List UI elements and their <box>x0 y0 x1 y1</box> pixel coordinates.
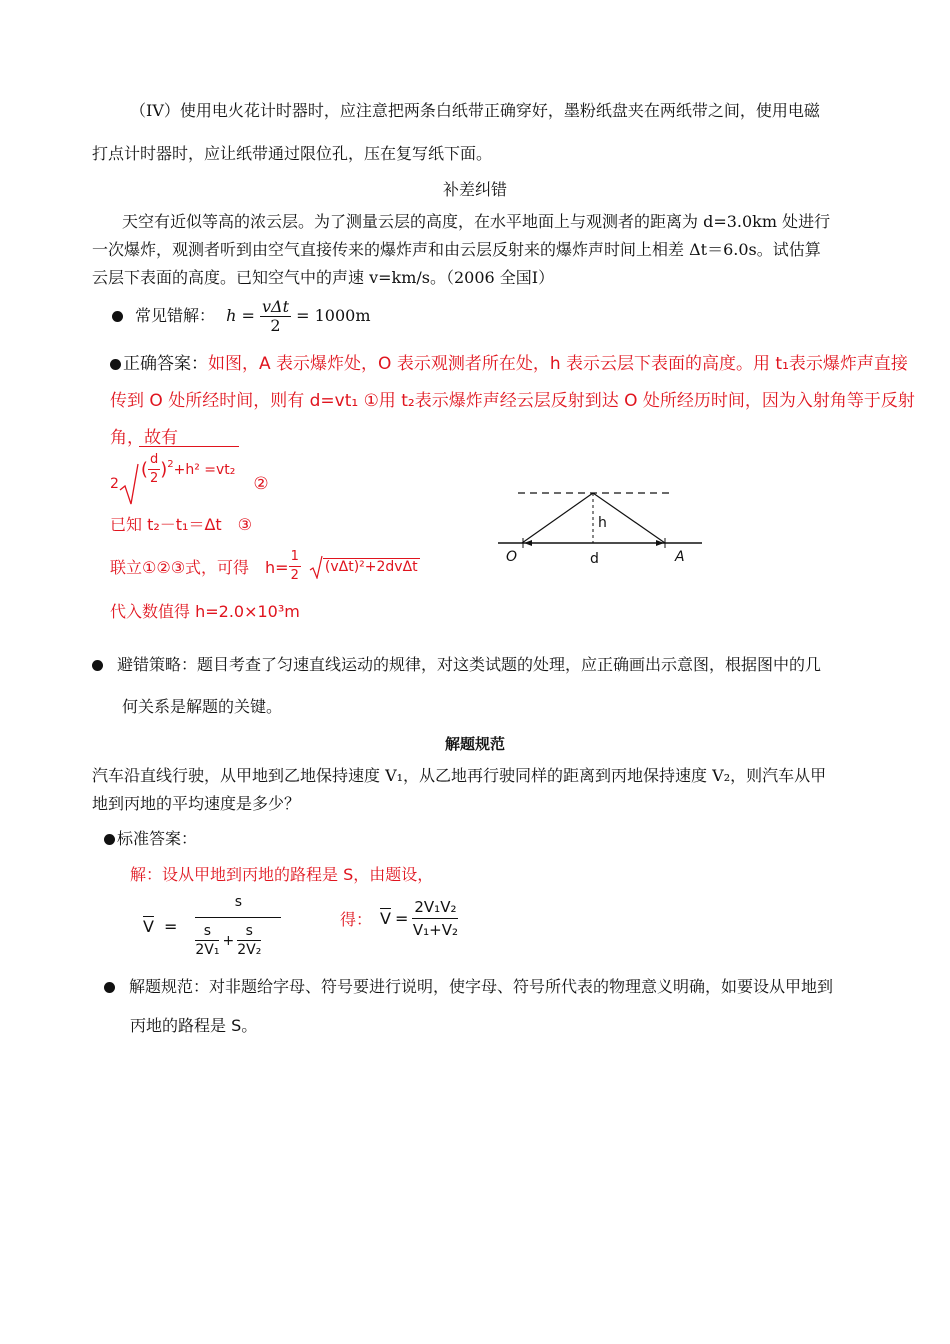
label-a: A <box>675 549 685 565</box>
formula-fraction: $\frac{\text{vΔt}}{2}$ <box>262 297 290 335</box>
section-heading: 解题规范 <box>444 735 505 753</box>
label-d: d <box>590 551 599 567</box>
result-fraction: $\frac{\text{2V₁V₂}}{\text{V₁+V₂}}$ <box>412 898 458 939</box>
answer-line: 角，故有 <box>110 428 178 448</box>
fraction: $\frac{d}{2}$ <box>149 452 159 486</box>
equation-4: 联立①②③式，可得 h= $\frac{1}{2}$ (vΔt)²+2dvΔt <box>110 549 418 583</box>
bullet-icon <box>110 359 121 370</box>
common-error-label: 常见错解： <box>135 306 216 325</box>
equation-2: 2 ( $\frac{d}{2}$ ) 2 +h² =vt₂ ② <box>110 462 269 506</box>
strategy-line: 何关系是解题的关键。 <box>122 697 283 716</box>
bullet-icon <box>112 311 123 322</box>
formula-h: h = <box>226 306 255 325</box>
label-o: O <box>506 549 518 565</box>
problem-line: 一次爆炸，观测者听到由空气直接传来的爆炸声和由云层反射来的爆炸声时间上相差 Δt＝6.0s。试估算 <box>92 240 821 259</box>
problem-line: 云层下表面的高度。已知空气中的声速 v=km/s。（2006 全国Ⅰ） <box>92 268 555 287</box>
formula-result: = 1000m <box>296 306 371 325</box>
strategy-line: 避错策略：题目考查了匀速直线运动的规律，对这类试题的处理，应正确画出示意图，根据图中的几 <box>92 653 821 677</box>
solution-intro: 解：设从甲地到丙地的路程是 S，由题设， <box>130 865 434 884</box>
answer-line: 传到 O 处所经时间，则有 d=vt₁ ①用 t₂表示爆炸声经云层反射到达 O 处所经历时间，因为入射角等于反射 <box>110 391 915 411</box>
norm-line: 解题规范：对非题给字母、符号要进行说明，使字母、符号所代表的物理意义明确，如要设从甲地到 <box>104 974 833 997</box>
sqrt-icon <box>119 462 139 506</box>
bullet-icon <box>104 982 115 993</box>
section-heading: 补差纠错 <box>442 180 507 199</box>
equation-3: 已知 t₂－t₁＝Δt ③ <box>110 515 253 534</box>
fraction: $\frac{1}{2}$ <box>290 549 299 583</box>
answer-line: 正确答案：如图，A 表示爆炸处，O 表示观测者所在处，h 表示云层下表面的高度。用 t₁表示爆炸声直接 <box>110 349 908 374</box>
sqrt-icon <box>309 555 323 579</box>
average-speed-formula: $\overline{V}$ = s $\frac{s}{\text{2V₁}}$ + $\frac{s}{\text{2V₂}}$ <box>143 893 281 959</box>
result-formula: 得： $\overline{V}$ = $\frac{\text{2V₁V₂}}{\text{V₁+V₂}}$ <box>340 898 458 939</box>
compound-fraction: s $\frac{s}{\text{2V₁}}$ + $\frac{s}{\text{2V₂}}$ <box>195 893 281 959</box>
explosion-diagram <box>490 480 710 580</box>
incident-path <box>522 493 593 543</box>
label-h: h <box>598 515 607 531</box>
problem-line: 汽车沿直线行驶，从甲地到乙地保持速度 V₁，从乙地再行驶同样的距离到丙地保持速度 V₂，则汽车从甲 <box>92 766 827 785</box>
problem-line: 天空有近似等高的浓云层。为了测量云层的高度，在水平地面上与观测者的距离为 d=3.0km 处进行 <box>122 212 831 231</box>
problem-line: 地到丙地的平均速度是多少？ <box>92 794 301 813</box>
paragraph-line: （ⅠV）使用电火花计时器时，应注意把两条白纸带正确穿好，墨粉纸盘夹在两纸带之间，使用电磁 <box>130 101 820 120</box>
norm-line: 丙地的路程是 S。 <box>130 1016 258 1035</box>
bullet-icon <box>104 834 115 845</box>
paragraph-line: 打点计时器时，应让纸带通过限位孔，压在复写纸下面。 <box>92 144 493 163</box>
equation-5: 代入数值得 h=2.0×10³m <box>110 602 300 621</box>
bullet-icon <box>92 660 103 671</box>
standard-answer: 标准答案： <box>104 826 197 849</box>
common-error <box>112 298 371 335</box>
answer-label: 正确答案： <box>123 354 208 374</box>
